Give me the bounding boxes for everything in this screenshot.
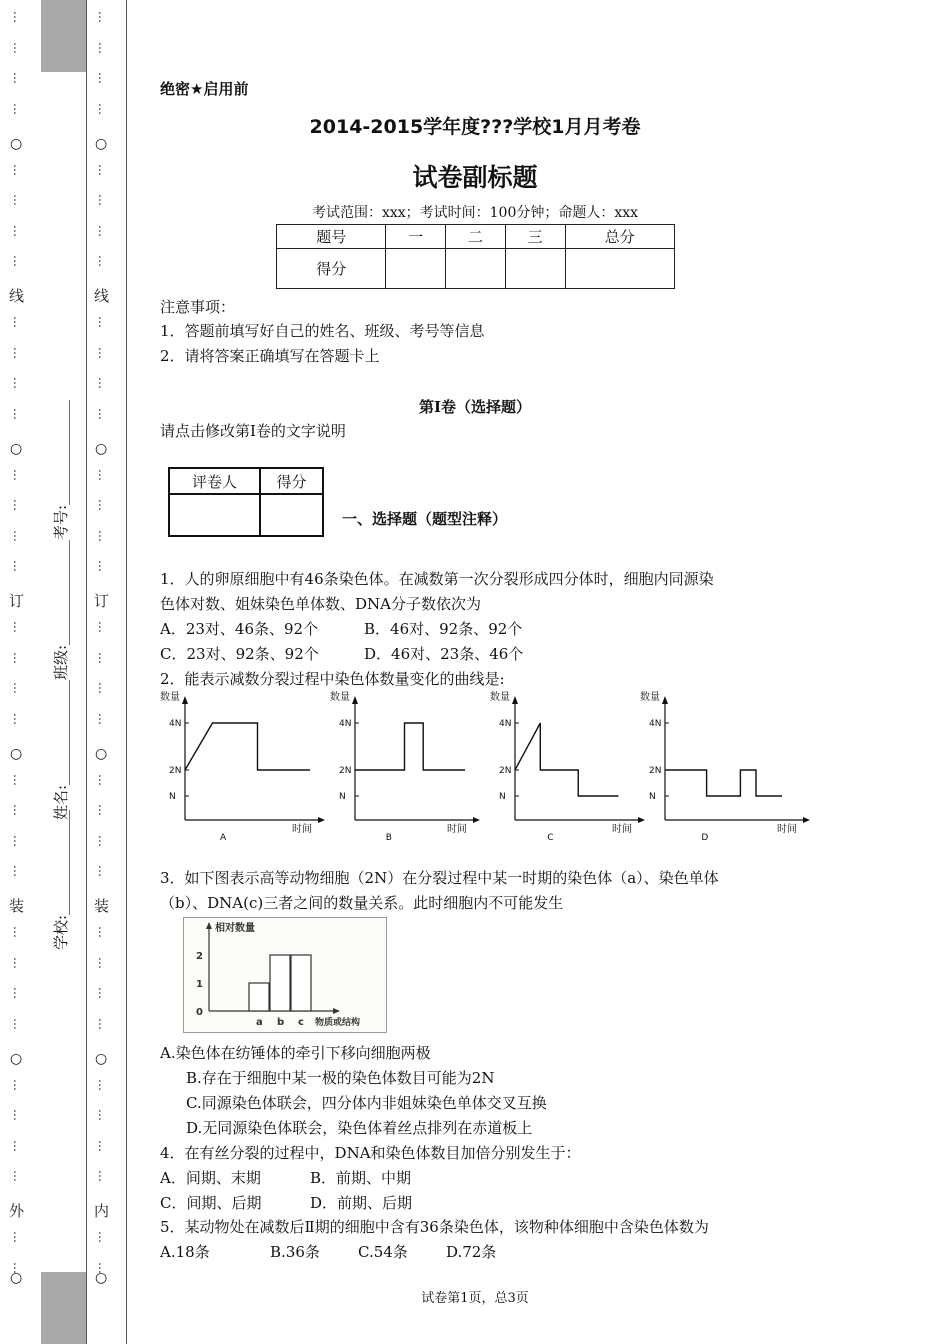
margin-dots: … bbox=[11, 102, 25, 115]
graph-axis-arrow bbox=[638, 817, 645, 823]
score-row-label: 得分 bbox=[277, 249, 386, 289]
margin-dots: … bbox=[96, 1261, 110, 1274]
margin-circle: ○ bbox=[95, 1051, 108, 1067]
margin-dots: … bbox=[96, 1170, 110, 1182]
chart-bar bbox=[249, 983, 269, 1011]
graph-y-label: 数量 bbox=[330, 692, 350, 703]
margin-dots: … bbox=[96, 529, 110, 542]
margin-circle: ○ bbox=[10, 136, 23, 152]
score-header: 题号 bbox=[277, 225, 386, 249]
q5-option-a: A.18条 bbox=[160, 1243, 210, 1261]
margin-dots: … bbox=[96, 560, 110, 572]
margin-circle: ○ bbox=[95, 1270, 108, 1286]
margin-dots: … bbox=[11, 560, 25, 572]
graph-tick-label: 4N bbox=[499, 719, 512, 729]
grader-header: 得分 bbox=[260, 468, 323, 494]
q1-option-b: B．46对、92条、92个 bbox=[364, 620, 523, 638]
grader-cell[interactable] bbox=[169, 494, 260, 536]
margin-dots: … bbox=[11, 1261, 25, 1274]
margin-label: 线 bbox=[9, 287, 25, 305]
q1-option-a: A．23对、46条、92个 bbox=[160, 620, 319, 638]
score-cell[interactable] bbox=[505, 249, 565, 289]
q5-option-b: B.36条 bbox=[270, 1243, 320, 1261]
graph-axis-arrow bbox=[352, 696, 358, 704]
class-label: 班级: bbox=[52, 644, 70, 680]
margin-dots: … bbox=[96, 773, 110, 786]
margin-dots: … bbox=[11, 773, 25, 786]
exam-title: 2014-2015学年度???学校1月月考卷 bbox=[309, 116, 641, 138]
q4-option-a: A．间期、末期 bbox=[160, 1169, 261, 1187]
graph-tick-label: 2N bbox=[649, 766, 662, 776]
margin-dots: … bbox=[11, 1231, 25, 1243]
margin-dots: … bbox=[96, 72, 110, 84]
margin-dots: … bbox=[11, 499, 25, 511]
name-label: 姓名: bbox=[52, 784, 70, 820]
margin-dots: … bbox=[11, 1017, 25, 1030]
field-name bbox=[50, 680, 71, 820]
q3-option-a: A.染色体在纺锤体的牵引下移向细胞两极 bbox=[160, 1044, 431, 1062]
grader-table bbox=[168, 467, 324, 537]
section-desc: 请点击修改第I卷的文字说明 bbox=[160, 422, 346, 440]
margin-dots: … bbox=[11, 224, 25, 237]
margin-dots: … bbox=[11, 194, 25, 206]
margin-dots: … bbox=[11, 529, 25, 542]
graph-tick-label: 4N bbox=[169, 719, 182, 729]
margin-dots: … bbox=[96, 407, 110, 420]
margin-dots: … bbox=[11, 956, 25, 969]
margin-dots: … bbox=[96, 1231, 110, 1243]
exam-number-label: 考号: bbox=[52, 504, 70, 540]
q2-graphs bbox=[150, 688, 820, 848]
grader-header: 评卷人 bbox=[169, 468, 260, 494]
graph-axis-arrow bbox=[318, 817, 325, 823]
margin-label: 线 bbox=[94, 287, 110, 305]
margin-label: 订 bbox=[94, 592, 110, 610]
margin-dots: … bbox=[96, 255, 110, 267]
graph-x-label: 时间 bbox=[447, 824, 467, 835]
chart-bar bbox=[291, 955, 311, 1011]
graph-panel-label: D bbox=[701, 833, 709, 843]
margin-dots: … bbox=[11, 1078, 25, 1091]
margin-circle: ○ bbox=[10, 1270, 23, 1286]
margin-dots: … bbox=[96, 1078, 110, 1091]
margin-dots: … bbox=[11, 621, 25, 633]
grader-cell[interactable] bbox=[260, 494, 323, 536]
q3-option-c: C.同源染色体联会，四分体内非姐妹染色单体交叉互换 bbox=[186, 1094, 547, 1112]
exam-number-blank[interactable]: ______________ bbox=[52, 399, 70, 505]
margin-dots: … bbox=[96, 316, 110, 328]
margin-dots: … bbox=[96, 865, 110, 877]
margin-circle: ○ bbox=[10, 441, 23, 457]
score-table bbox=[276, 224, 675, 289]
q3-stem: 3．如下图表示高等动物细胞（2N）在分裂过程中某一时期的染色体（a）、染色单体 bbox=[160, 869, 719, 887]
margin-dots: … bbox=[11, 346, 25, 359]
margin-grey-bar-bottom bbox=[41, 1272, 86, 1344]
margin-dots: … bbox=[96, 102, 110, 115]
chart-bar bbox=[270, 955, 290, 1011]
name-blank[interactable]: ______________ bbox=[52, 679, 70, 785]
graph-curve bbox=[665, 770, 782, 796]
graph-axis-arrow bbox=[473, 817, 480, 823]
margin-dots: … bbox=[96, 224, 110, 237]
margin-dots: … bbox=[96, 926, 110, 938]
score-header: 总分 bbox=[565, 225, 674, 249]
chart-bar-label: b bbox=[277, 1017, 285, 1028]
q1-option-d: D．46对、23条、46个 bbox=[364, 645, 524, 663]
q3-option-b: B.存在于细胞中某一极的染色体数目可能为2N bbox=[186, 1069, 495, 1087]
margin-dots: … bbox=[11, 316, 25, 328]
margin-label: 订 bbox=[9, 592, 25, 610]
graph-tick-label: N bbox=[499, 792, 506, 802]
part-title: 一、选择题（题型注释） bbox=[342, 510, 508, 528]
margin-dots: … bbox=[11, 1139, 25, 1152]
note-item: 1．答题前填写好自己的姓名、班级、考号等信息 bbox=[160, 322, 485, 340]
margin-dots: … bbox=[96, 194, 110, 206]
score-cell[interactable] bbox=[386, 249, 446, 289]
chart-x-label: 物质或结构 bbox=[315, 1018, 361, 1028]
margin-dots: … bbox=[96, 621, 110, 633]
margin-dots: … bbox=[96, 377, 110, 389]
margin-dots: … bbox=[11, 11, 25, 23]
q4-option-d: D．前期、后期 bbox=[310, 1194, 413, 1212]
graph-axis-arrow bbox=[662, 696, 668, 704]
margin-dots: … bbox=[96, 346, 110, 359]
margin-dots: … bbox=[11, 72, 25, 84]
margin-dots: … bbox=[11, 682, 25, 694]
field-class bbox=[50, 540, 71, 680]
margin-dots: … bbox=[11, 377, 25, 389]
margin-dots: … bbox=[11, 468, 25, 481]
margin-dots: … bbox=[11, 987, 25, 999]
margin-dots: … bbox=[11, 1109, 25, 1121]
margin-circle: ○ bbox=[10, 746, 23, 762]
margin-dots: … bbox=[96, 834, 110, 847]
graph-curve bbox=[185, 723, 310, 770]
q1-stem: 1．人的卵原细胞中有46条染色体。在减数第一次分裂形成四分体时，细胞内同源染 bbox=[160, 570, 714, 588]
margin-circle: ○ bbox=[95, 441, 108, 457]
q5-option-d: D.72条 bbox=[446, 1243, 497, 1261]
graph-x-label: 时间 bbox=[777, 824, 797, 835]
margin-label: 装 bbox=[9, 897, 25, 915]
margin-dots: … bbox=[11, 255, 25, 267]
margin-dots: … bbox=[11, 865, 25, 877]
graph-axis-arrow bbox=[803, 817, 810, 823]
q2-stem: 2．能表示减数分裂过程中染色体数量变化的曲线是: bbox=[160, 670, 505, 688]
chart-bar-label: a bbox=[256, 1017, 263, 1028]
graph-tick-label: N bbox=[169, 792, 176, 802]
margin-dots: … bbox=[96, 41, 110, 54]
graph-tick-label: 2N bbox=[499, 766, 512, 776]
margin-dots: … bbox=[96, 987, 110, 999]
section-title: 第I卷（选择题） bbox=[418, 398, 532, 416]
score-header: 三 bbox=[505, 225, 565, 249]
margin-dots: … bbox=[96, 1017, 110, 1030]
margin-dots: … bbox=[11, 407, 25, 420]
margin-circle: ○ bbox=[95, 136, 108, 152]
margin-dots: … bbox=[11, 834, 25, 847]
graph-axis-arrow bbox=[182, 696, 188, 704]
margin-label: 外 bbox=[9, 1202, 25, 1220]
q5-stem: 5．某动物处在减数后Ⅱ期的细胞中含有36条染色体，该物种体细胞中含染色体数为 bbox=[160, 1218, 709, 1236]
q3-option-d: D.无同源染色体联会，染色体着丝点排列在赤道板上 bbox=[186, 1119, 533, 1137]
q4-option-c: C．间期、后期 bbox=[160, 1194, 262, 1212]
margin-dots: … bbox=[96, 712, 110, 725]
margin-dots: … bbox=[96, 956, 110, 969]
graph-tick-label: 4N bbox=[339, 719, 352, 729]
graph-y-label: 数量 bbox=[640, 692, 660, 703]
chart-y-tick: 2 bbox=[196, 951, 203, 962]
graph-tick-label: N bbox=[649, 792, 656, 802]
graph-tick-label: N bbox=[339, 792, 346, 802]
chart-y-tick: 0 bbox=[196, 1007, 203, 1018]
q1-option-c: C．23对、92条、92个 bbox=[160, 645, 319, 663]
margin-dots: … bbox=[96, 682, 110, 694]
margin-dots: … bbox=[96, 499, 110, 511]
exam-info: 考试范围：xxx；考试时间：100分钟；命题人：xxx bbox=[311, 205, 639, 221]
margin-dots: … bbox=[96, 804, 110, 816]
margin-label: 装 bbox=[94, 897, 110, 915]
margin-dots: … bbox=[11, 804, 25, 816]
score-cell[interactable] bbox=[565, 249, 674, 289]
note-item: 2．请将答案正确填写在答题卡上 bbox=[160, 347, 380, 365]
margin-dots: … bbox=[96, 468, 110, 481]
q5-option-c: C.54条 bbox=[358, 1243, 408, 1261]
margin-grey-bar-top bbox=[41, 0, 86, 72]
margin-dots: … bbox=[96, 163, 110, 176]
q1-stem: 色体对数、姐妹染色单体数、DNA分子数依次为 bbox=[160, 595, 481, 613]
q3-bar-chart bbox=[183, 917, 387, 1033]
score-cell[interactable] bbox=[446, 249, 506, 289]
school-blank[interactable]: ______________ bbox=[52, 809, 70, 915]
graph-panel-label: B bbox=[385, 833, 392, 843]
margin-circle: ○ bbox=[10, 1051, 23, 1067]
margin-dots: … bbox=[96, 651, 110, 664]
graph-curve bbox=[515, 723, 619, 796]
graph-tick-label: 2N bbox=[169, 766, 182, 776]
class-blank[interactable]: ______________ bbox=[52, 539, 70, 645]
page-footer: 试卷第1页，总3页 bbox=[421, 1291, 529, 1306]
margin-dots: … bbox=[11, 651, 25, 664]
school-label: 学校: bbox=[52, 914, 70, 950]
margin-dots: … bbox=[11, 926, 25, 938]
margin-dots: … bbox=[11, 1170, 25, 1182]
margin-dots: … bbox=[96, 11, 110, 23]
secret-label: 绝密★启用前 bbox=[160, 80, 249, 98]
margin-dots: … bbox=[96, 1139, 110, 1152]
graph-y-label: 数量 bbox=[160, 692, 180, 703]
graph-x-label: 时间 bbox=[292, 824, 312, 835]
exam-subtitle: 试卷副标题 bbox=[412, 163, 538, 192]
margin-circle: ○ bbox=[95, 746, 108, 762]
graph-tick-label: 2N bbox=[339, 766, 352, 776]
graph-tick-label: 4N bbox=[649, 719, 662, 729]
score-header: 二 bbox=[446, 225, 506, 249]
margin-dots: … bbox=[96, 1109, 110, 1121]
field-school bbox=[50, 810, 71, 950]
q3-stem: （b）、DNA(c)三者之间的数量关系。此时细胞内不可能发生 bbox=[160, 894, 564, 912]
q4-stem: 4．在有丝分裂的过程中，DNA和染色体数目加倍分别发生于： bbox=[160, 1144, 581, 1162]
margin-dots: … bbox=[11, 41, 25, 54]
margin-dots: … bbox=[11, 163, 25, 176]
chart-y-label: 相对数量 bbox=[215, 923, 255, 934]
graph-curve bbox=[355, 723, 465, 770]
graph-x-label: 时间 bbox=[612, 824, 632, 835]
graph-axis-arrow bbox=[512, 696, 518, 704]
graph-panel-label: A bbox=[220, 833, 227, 843]
notes-title: 注意事项： bbox=[160, 298, 236, 316]
margin-dots: … bbox=[11, 712, 25, 725]
q4-option-b: B．前期、中期 bbox=[310, 1169, 412, 1187]
graph-y-label: 数量 bbox=[490, 692, 510, 703]
score-header: 一 bbox=[386, 225, 446, 249]
field-exam-number bbox=[50, 400, 71, 540]
graph-panel-label: C bbox=[547, 833, 554, 843]
chart-y-tick: 1 bbox=[196, 979, 203, 990]
margin-label: 内 bbox=[94, 1202, 110, 1220]
chart-bar-label: c bbox=[298, 1017, 304, 1028]
